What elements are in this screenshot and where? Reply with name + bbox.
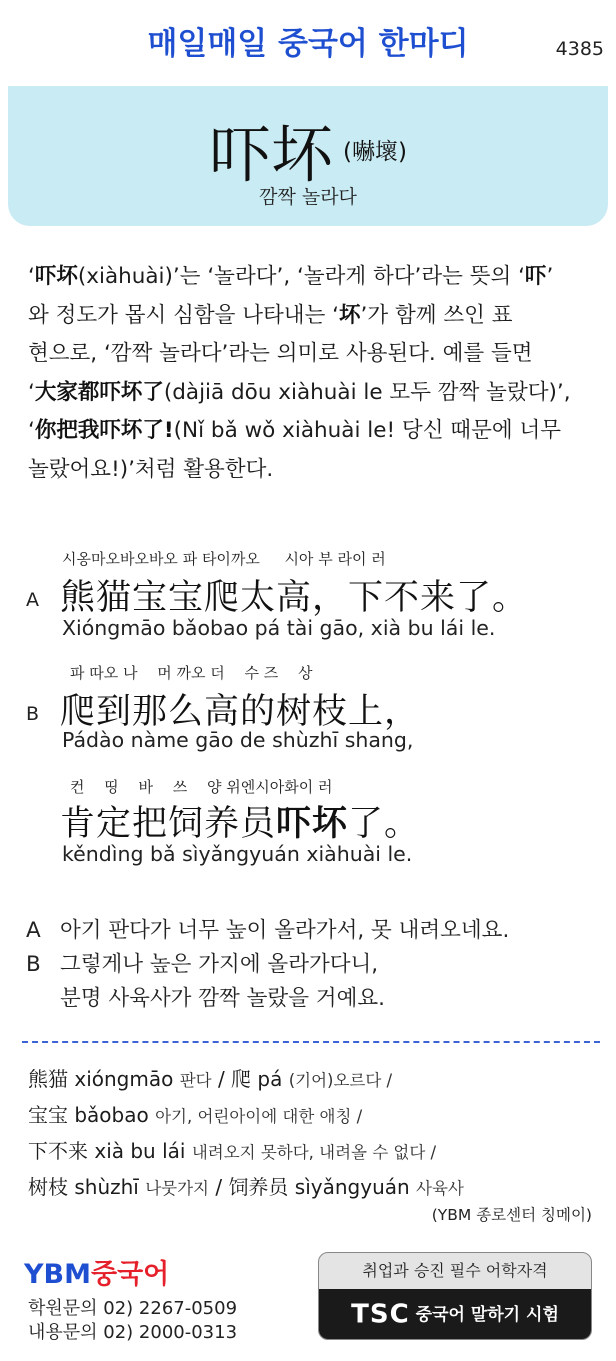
vocab-term: 树枝 shùzhī — [28, 1175, 146, 1199]
contact-academy: 학원문의 02) 2267-0509 — [28, 1298, 238, 1319]
explanation-line — [28, 451, 600, 490]
tsc-tagline: 취업과 승진 필수 어학자격 — [362, 1261, 548, 1280]
explanation-line — [28, 412, 600, 451]
vocab-term: / 爬 pá — [211, 1067, 289, 1091]
translation-speaker: B — [26, 952, 41, 977]
ruby-line: 시옹마오바오바오 파 타이까오 시아 부 라이 러 — [62, 550, 386, 568]
chinese-text: 了。 — [348, 804, 421, 844]
explanation-text: ’ — [546, 264, 554, 289]
chinese-keyword: 吓坏 — [276, 804, 349, 844]
explanation-keyword: 吓 — [524, 264, 547, 289]
explanation-text: 와 정도가 몹시 심함을 나타내는 ‘ — [28, 302, 340, 328]
explanation-text: ’가 함께 쓰인 표 — [360, 302, 513, 328]
dialogue-pinyin: kěndìng bǎ sìyǎngyuán xiàhuài le. — [62, 842, 413, 866]
translation-line: 그렇게나 높은 가지에 올라가다니, — [60, 952, 379, 977]
headword — [0, 105, 616, 194]
vocab-term: 熊猫 xióngmāo — [28, 1067, 180, 1091]
vocab-meaning: 판다 — [179, 1071, 212, 1090]
dialogue-chinese — [60, 796, 420, 846]
series-title: 매일매일 중국어 한마디 — [147, 26, 469, 62]
vocab-meaning: 아기, 어린아이에 대한 애칭 / — [155, 1107, 363, 1126]
vocab-line — [28, 1170, 600, 1206]
explanation-line — [28, 374, 600, 413]
dialogue-chinese: 熊猫宝宝爬太高，下不来了。 — [60, 578, 529, 618]
dialogue-pinyin: Xióngmāo bǎobao pá tài gāo, xià bu lái le. — [62, 616, 496, 640]
tsc-ad — [318, 1252, 592, 1340]
vocab-term: / 饲养员 sìyǎngyuán — [208, 1175, 417, 1199]
vocab-meaning: 내려오지 못하다, 내려올 수 없다 / — [191, 1143, 437, 1162]
section-divider — [22, 1041, 600, 1043]
headword-chinese: 吓坏 — [209, 118, 334, 191]
vocab-line — [28, 1134, 600, 1170]
speaker-label: A — [26, 589, 39, 611]
translation-line: 분명 사육사가 깜짝 놀랐을 거예요. — [60, 986, 385, 1011]
explanation-line — [28, 335, 600, 374]
translation-line: 아기 판다가 너무 높이 올라가서, 못 내려오네요. — [60, 918, 510, 943]
ruby-line: 컨 띵 바 쓰 양 위엔시아화이 러 — [70, 778, 333, 796]
explanation-text: (dàjiā dōu xiàhuài le 모두 깜짝 놀랐다)’, — [163, 379, 571, 405]
tsc-bar — [319, 1289, 591, 1339]
explanation-keyword: 坏 — [339, 302, 361, 328]
explanation-text: (Nǐ bǎ wǒ xiàhuài le! 당신 때문에 너무 — [173, 418, 561, 443]
headword-meaning: 깜짝 놀라다 — [259, 186, 357, 208]
vocab-line — [28, 1062, 600, 1098]
explanation-line — [28, 297, 600, 336]
explanation-text: ‘ — [28, 418, 35, 443]
explanation-text: ‘ — [28, 264, 35, 289]
vocab-line — [28, 1098, 600, 1134]
translation-speaker: A — [26, 918, 41, 943]
explanation-text: 놀랐어요!)’처럼 활용한다. — [28, 456, 274, 482]
contact-content: 내용문의 02) 2000-0313 — [28, 1322, 238, 1343]
explanation-text: (xiàhuài)’는 ‘놀라다’, ‘놀라게 하다’라는 뜻의 ‘ — [77, 264, 525, 289]
vocab-meaning: (기어)오르다 / — [288, 1071, 393, 1090]
ybm-logo-ko: 중국어 — [91, 1259, 170, 1290]
vocab-term: 下不来 xià bu lái — [28, 1139, 192, 1163]
ruby-line: 파 따오 나 머 까오 더 수 즈 상 — [70, 664, 313, 682]
tsc-name: 중국어 말하기 시험 — [415, 1304, 559, 1325]
dialogue-pinyin: Pádào nàme gāo de shùzhī shang, — [62, 728, 414, 752]
vocab-term: 宝宝 bǎobao — [28, 1103, 156, 1127]
headword-traditional: (嚇壞) — [343, 139, 407, 165]
dialogue-chinese: 爬到那么高的树枝上， — [60, 692, 421, 732]
vocab-meaning: 사육사 — [416, 1179, 464, 1198]
ybm-logo — [24, 1252, 169, 1291]
explanation-keyword: 吓坏 — [34, 264, 78, 289]
ybm-logo-en: YBM — [24, 1259, 91, 1290]
explanation-line — [28, 258, 600, 297]
issue-number: 4385 — [555, 38, 604, 60]
explanation-keyword: 大家都吓坏了 — [34, 379, 164, 405]
speaker-label: B — [26, 703, 40, 725]
vocab-meaning: 나뭇가지 — [145, 1179, 209, 1198]
explanation-text: ‘ — [28, 379, 35, 405]
tsc-logo: TSC — [351, 1299, 410, 1330]
vocabulary-list — [28, 1062, 600, 1206]
explanation-text: 현으로, ‘깜짝 놀라다’라는 의미로 사용된다. 예를 들면 — [28, 341, 533, 366]
chinese-text: 肯定把饲养员 — [60, 804, 277, 844]
explanation-paragraph — [28, 258, 600, 489]
author-credit: (YBM 종로센터 칭메이) — [431, 1206, 592, 1224]
explanation-keyword: 你把我吓坏了! — [34, 418, 174, 443]
